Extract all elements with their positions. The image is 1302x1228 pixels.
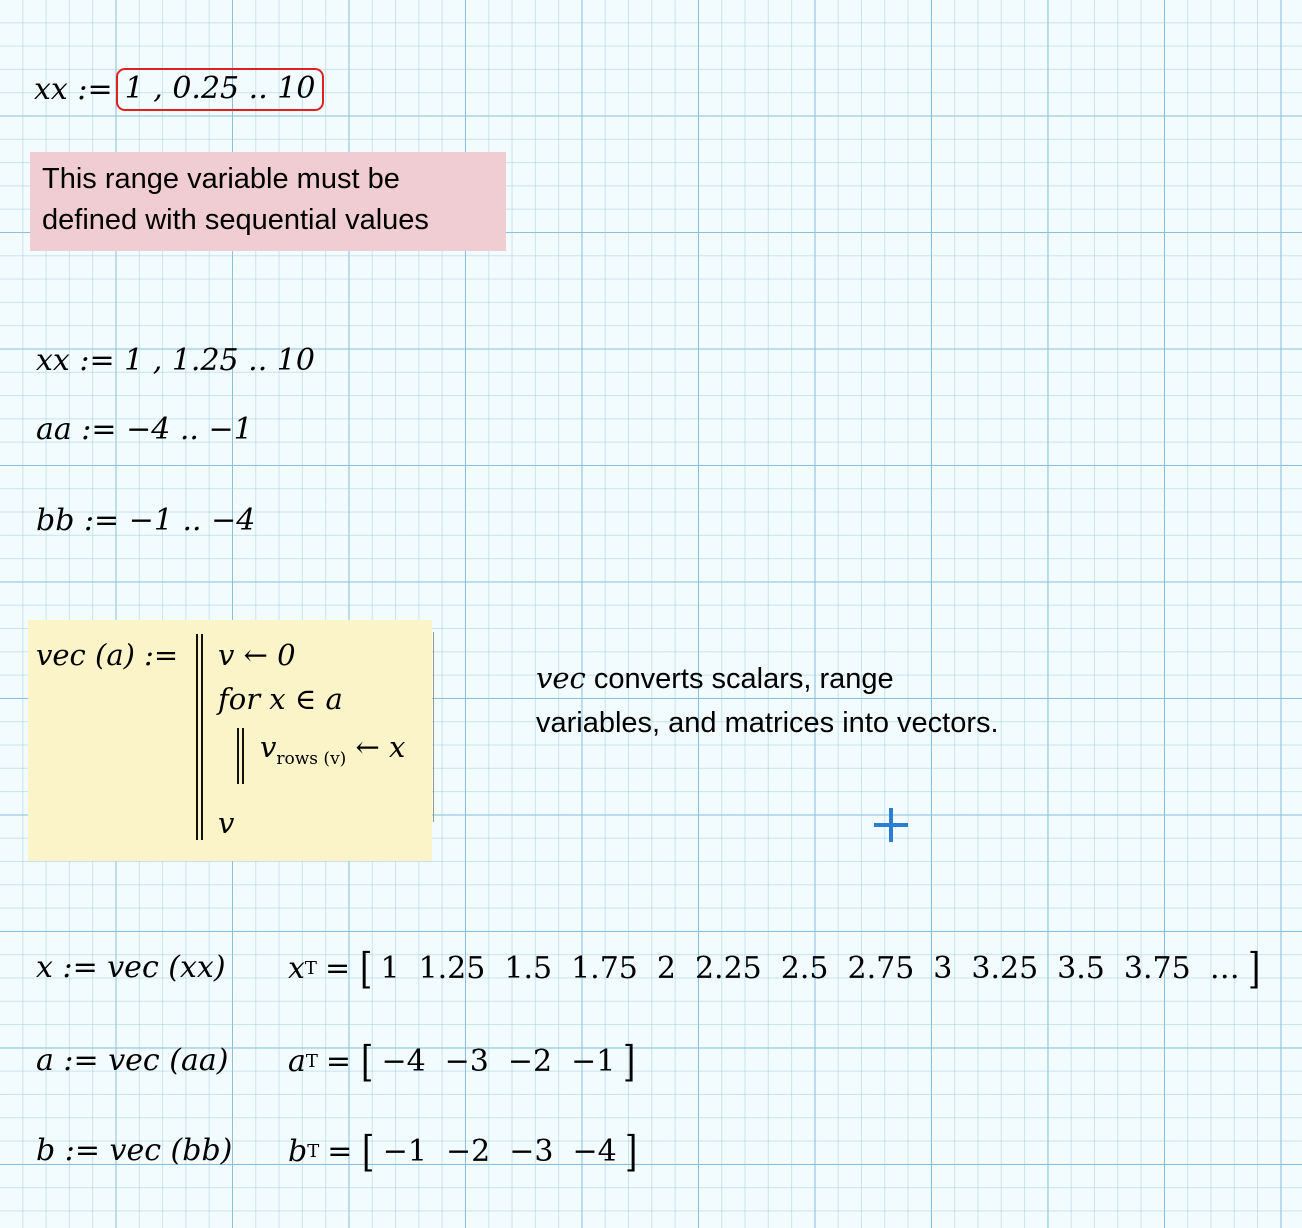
vec-description-function-name: vec (536, 661, 586, 695)
result-value-x (288, 944, 1262, 993)
vector-cell: −3 (509, 1134, 554, 1170)
vector-cell: 1.5 (504, 951, 553, 987)
vec-description-body: converts scalars, range variables, and matrices into vectors. (536, 663, 999, 739)
vector-cell: 2.75 (847, 951, 915, 987)
bracket-left-b: [ (362, 1127, 375, 1176)
error-message-box (30, 152, 506, 251)
vec-program-header: vec (a) := (36, 638, 179, 672)
definition-xx[interactable]: xx := 1 , 1.25 .. 10 (36, 343, 315, 378)
result-value-a (288, 1037, 638, 1086)
program-line-init: v ← 0 (218, 638, 296, 672)
result-definition-b[interactable]: b := vec (bb) (36, 1133, 233, 1168)
vector-cell: 1.25 (418, 951, 486, 987)
result-superscript-x: T (304, 958, 317, 980)
program-region-edge (433, 632, 434, 822)
vector-cell: 3.75 (1123, 951, 1191, 987)
program-assign-variable: v (260, 730, 277, 764)
vector-cell-ellipsis: … (1209, 951, 1240, 987)
vec-program-region[interactable] (28, 620, 432, 861)
bracket-left-x: [ (360, 944, 373, 993)
program-line-assign (260, 730, 405, 769)
vector-cell: 2.5 (780, 951, 829, 987)
program-bar-outer (196, 634, 203, 840)
result-equals-b: = (327, 1134, 353, 1170)
result-definition-a[interactable]: a := vec (aa) (36, 1043, 229, 1078)
vector-cell: 1 (380, 951, 400, 987)
result-label-a: a (288, 1044, 306, 1080)
vector-cell: −4 (381, 1044, 426, 1080)
result-superscript-b: T (307, 1141, 320, 1163)
vector-cell: −2 (446, 1134, 491, 1170)
vector-cell: −4 (572, 1134, 617, 1170)
vector-cell: 1.75 (571, 951, 638, 987)
vector-cell: −1 (382, 1134, 427, 1170)
program-assign-subscript: rows (v) (276, 748, 347, 769)
program-bar-inner (237, 728, 244, 784)
result-superscript-a: T (305, 1051, 318, 1073)
vector-cell: −3 (444, 1044, 489, 1080)
result-vector-x (374, 951, 1245, 986)
result-label-b: b (288, 1134, 308, 1170)
vector-cell: 2 (656, 951, 676, 987)
result-value-b (288, 1127, 639, 1176)
vector-cell: 3.5 (1057, 951, 1105, 987)
crosshair-icon (874, 808, 908, 842)
vector-cell: −2 (507, 1044, 553, 1080)
result-vector-a (375, 1044, 621, 1079)
program-line-for: for x ∈ a (218, 682, 343, 716)
vec-description-text (536, 656, 1006, 745)
range-definition-error-value[interactable]: 1 , 0.25 .. 10 (116, 68, 325, 111)
result-label-x: x (288, 951, 305, 987)
vector-cell: 3.25 (971, 951, 1039, 987)
range-definition-error[interactable] (34, 68, 324, 111)
result-definition-x[interactable]: x := vec (xx) (36, 950, 226, 985)
bracket-left-a: [ (361, 1037, 374, 1086)
result-equals-a: = (325, 1044, 352, 1080)
program-line-return: v (218, 806, 235, 840)
result-equals-x: = (324, 951, 351, 987)
bracket-right-x: ] (1247, 944, 1261, 993)
definition-aa[interactable]: aa := −4 .. −1 (36, 412, 253, 447)
bracket-right-a: ] (623, 1037, 636, 1086)
definition-bb[interactable]: bb := −1 .. −4 (36, 503, 256, 538)
vector-cell: −1 (571, 1044, 616, 1080)
range-definition-error-lhs: xx := (34, 72, 113, 107)
error-message-text: This range variable must be defined with sequential values (42, 163, 429, 236)
program-assign-rest: ← x (355, 730, 406, 764)
vector-cell: 2.25 (694, 951, 762, 987)
bracket-right-b: ] (624, 1127, 638, 1176)
result-vector-b (377, 1134, 623, 1169)
vector-cell: 3 (933, 951, 953, 987)
